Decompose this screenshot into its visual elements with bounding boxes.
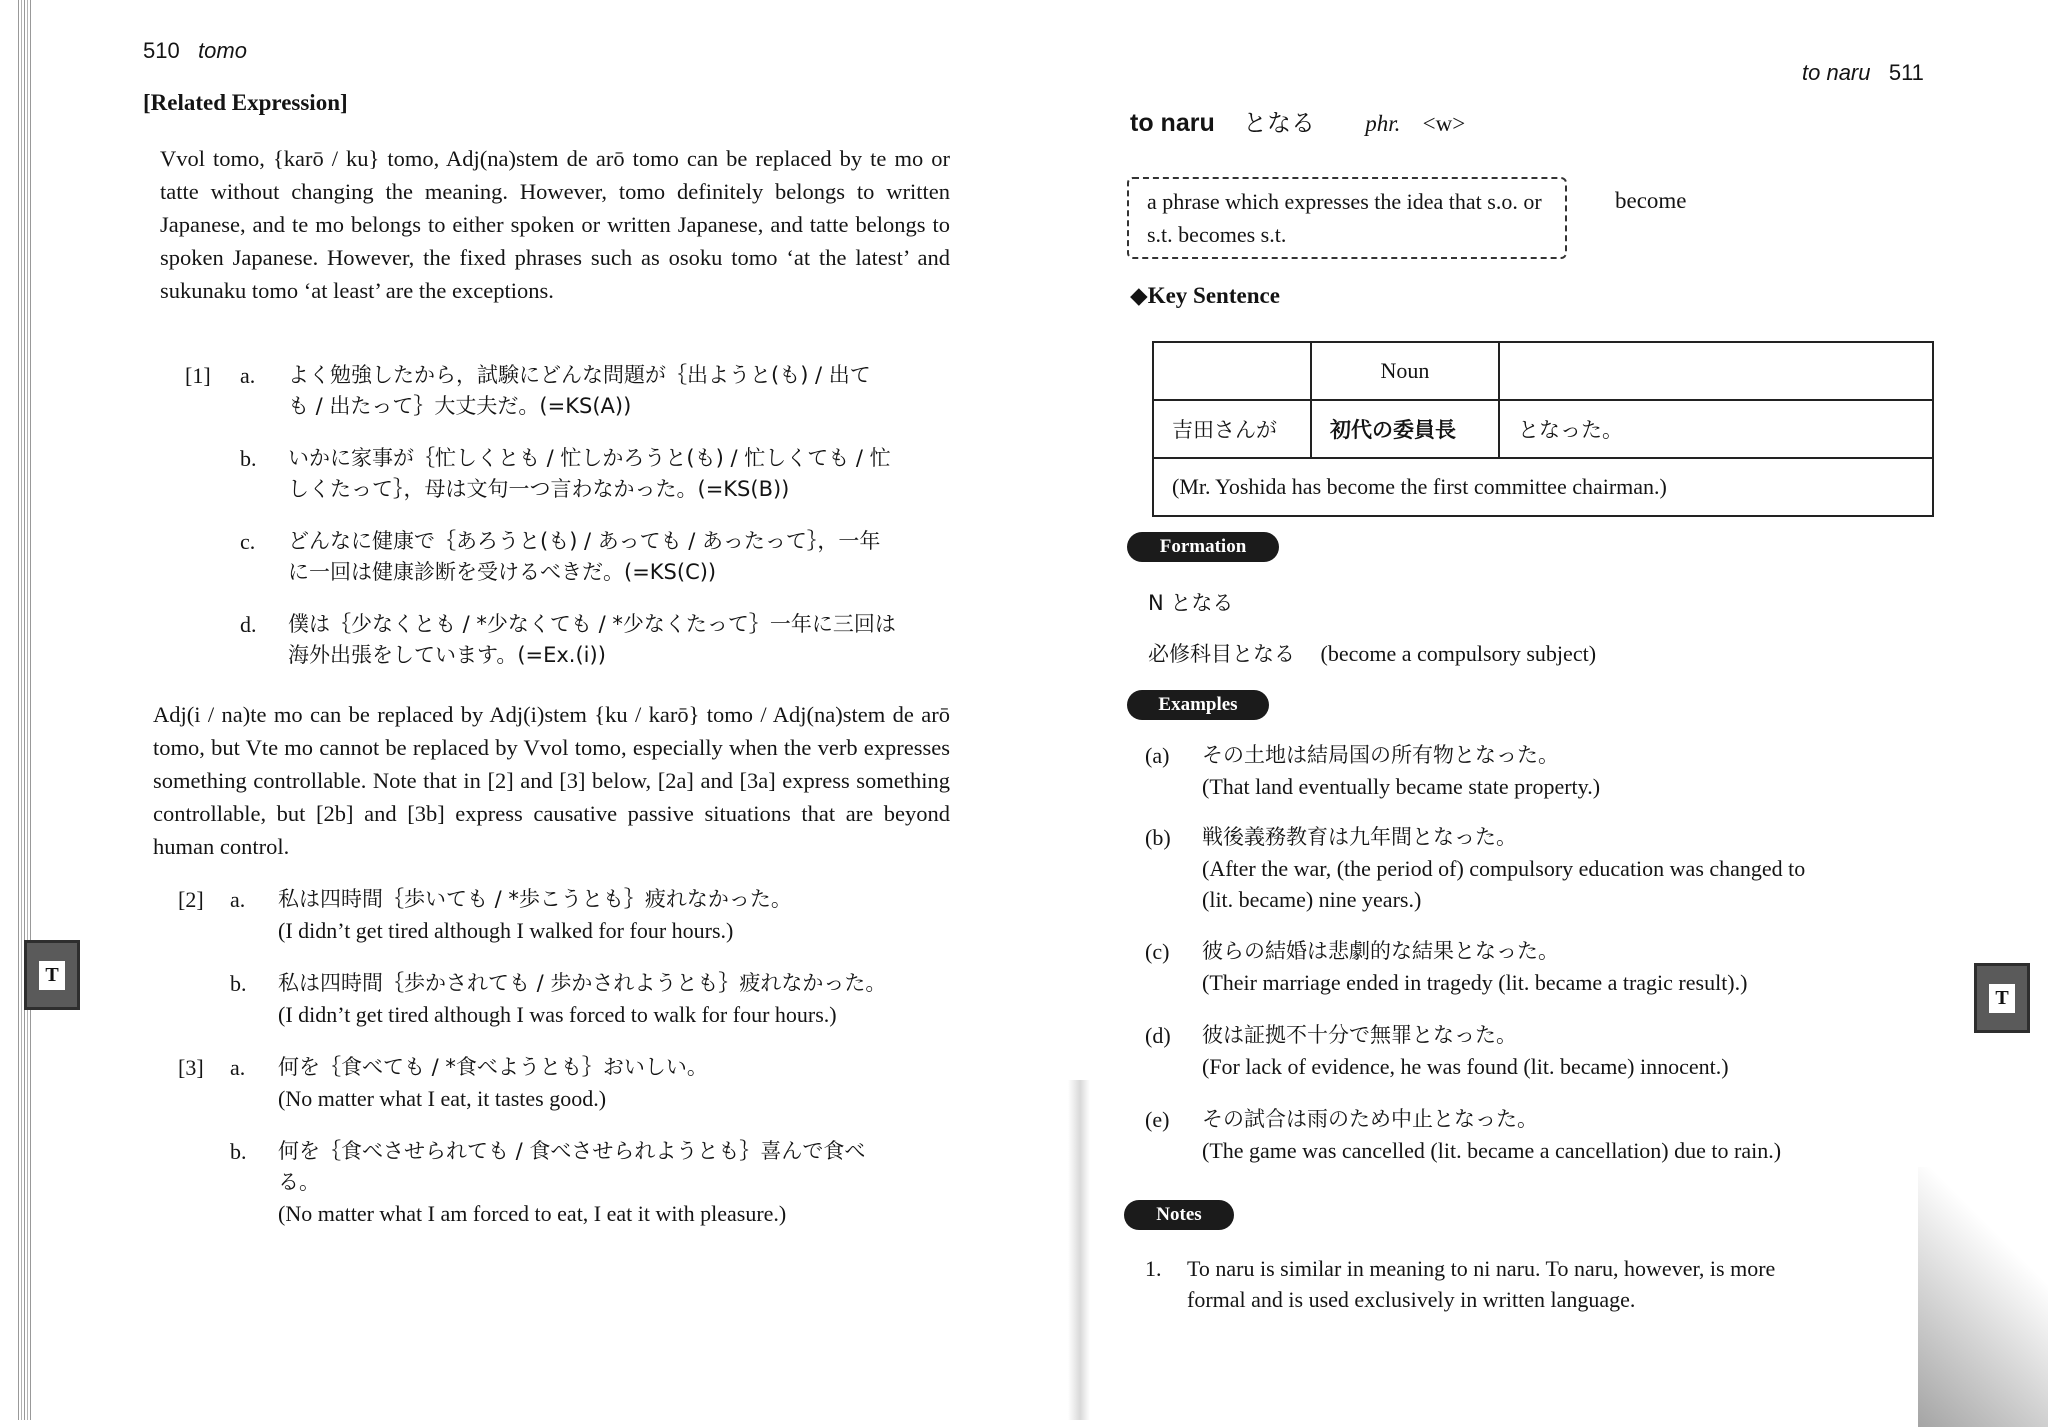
table-row	[1153, 400, 1933, 458]
related-expression-heading: [Related Expression]	[143, 90, 348, 115]
example-translation: (Their marriage ended in tragedy (lit. became a tragic result).)	[1202, 970, 1748, 995]
item-label: b.	[240, 446, 257, 471]
item-label: a.	[230, 1055, 246, 1080]
thumb-index-letter: T	[1989, 984, 2014, 1013]
notes-label: Notes	[1124, 1200, 1234, 1230]
right-page-number: 511	[1888, 60, 1924, 85]
example-jp-line: 何を｛食べさせられても / 食べさせられようとも｝喜んで食べ	[278, 1139, 866, 1163]
example-jp-line: 僕は｛少なくとも / *少なくても / *少なくたって｝一年に三回は	[288, 612, 896, 636]
table-header-cell: Noun	[1311, 342, 1499, 400]
example-jp-line: しくたって｝，母は文句一つ言わなかった。(=KS(B))	[288, 477, 790, 501]
left-running-head	[143, 38, 247, 64]
table-header-cell	[1153, 342, 1311, 400]
example-jp-line: いかに家事が｛忙しくとも / 忙しかろうと(も) / 忙しくても / 忙	[288, 446, 891, 470]
thumb-index-letter: T	[39, 961, 64, 990]
entry-headword	[1130, 103, 1465, 138]
table-header-cell	[1499, 342, 1933, 400]
example-group-1	[185, 360, 965, 670]
notes-list	[1145, 1253, 1945, 1323]
thumb-index-tab	[1974, 963, 2030, 1033]
example-label: (c)	[1145, 939, 1170, 964]
example-jp: 彼は証拠不十分で無罪となった。	[1202, 1023, 1517, 1047]
example-translation: (I didn’t get tired although I walked for four hours.)	[278, 918, 734, 943]
note-number: 1.	[1145, 1256, 1162, 1281]
note-text-line: To naru is similar in meaning to ni naru. To naru, however, is more	[1187, 1256, 1776, 1281]
table-cell: 吉田さんが	[1153, 400, 1311, 458]
table-row	[1153, 342, 1933, 400]
example-group-number: [1]	[185, 363, 211, 388]
right-running-title: to naru	[1802, 60, 1871, 85]
item-label: a.	[230, 887, 246, 912]
example-jp-line: に一回は健康診断を受けるべきだ。(=KS(C))	[288, 560, 717, 584]
example-label: (e)	[1145, 1107, 1170, 1132]
example-jp-line: 私は四時間｛歩かされても / 歩かされようとも｝疲れなかった。	[278, 971, 887, 995]
example-group-number: [3]	[178, 1055, 204, 1080]
example-group-2	[178, 884, 968, 1044]
item-label: d.	[240, 612, 257, 637]
example-label: (d)	[1145, 1023, 1171, 1048]
examples-label: Examples	[1127, 690, 1269, 720]
scan-edge-left	[18, 0, 32, 1420]
related-expression-intro: Vvol tomo, {karō / ku} tomo, Adj(na)stem de arō tomo can be replaced by te mo or tatte without changing the meaning. However, tomo definitely belongs to written Japanese, and te mo belongs to either spoken or written Japanese, and tatte belongs to spoken Japanese. However, the fixed phrases such as osoku tomo ‘at the latest’ and sukunaku tomo ‘at least’ are the exceptions.	[160, 146, 950, 303]
item-label: b.	[230, 971, 247, 996]
left-page-number: 510	[143, 38, 180, 63]
book-gutter	[1068, 1080, 1090, 1420]
example-jp: 戦後義務教育は九年間となった。	[1202, 825, 1517, 849]
definition-box: a phrase which expresses the idea that s.o. or s.t. becomes s.t.	[1127, 177, 1567, 259]
item-label: c.	[240, 529, 256, 554]
example-jp-line: 何を｛食べても / *食べようとも｝おいしい。	[278, 1055, 708, 1079]
example-jp-line: る。	[278, 1170, 320, 1194]
related-expression-note: Adj(i / na)te mo can be replaced by Adj(i)stem {ku / karō} tomo / Adj(na)stem de arō tomo, but Vte mo cannot be replaced by Vvol tomo, especially when the verb expresses something controllable. Note that in [2] and [3] below, [2a] and [3a] express something controllable, but [2b] and [3b] express causative passive situations that are beyond human control.	[153, 702, 950, 859]
left-running-title: tomo	[198, 38, 247, 63]
entry-title: to naru	[1130, 109, 1215, 137]
example-jp: 彼らの結婚は悲劇的な結果となった。	[1202, 939, 1559, 963]
example-jp-line: も / 出たって｝大丈夫だ。(=KS(A))	[288, 394, 632, 418]
item-label: b.	[230, 1139, 247, 1164]
table-translation-cell: (Mr. Yoshida has become the first committee chairman.)	[1153, 458, 1933, 516]
example-translation: (For lack of evidence, he was found (lit. became) innocent.)	[1202, 1054, 1729, 1079]
example-translation: (The game was cancelled (lit. became a cancellation) due to rain.)	[1202, 1138, 1782, 1163]
entry-part-of-speech: phr.	[1365, 111, 1401, 136]
key-sentence-table	[1152, 341, 1934, 517]
table-row	[1153, 458, 1933, 516]
example-jp-line: どんなに健康で｛あろうと(も) / あっても / あったって｝，一年	[288, 529, 881, 553]
examples-list	[1145, 740, 1945, 1180]
note-text-line: formal and is used exclusively in written language.	[1187, 1287, 1636, 1312]
example-translation: (lit. became) nine years.)	[1202, 887, 1422, 912]
right-running-head	[1802, 60, 1924, 86]
formation-label: Formation	[1127, 532, 1279, 562]
example-group-number: [2]	[178, 887, 204, 912]
example-jp-line: 私は四時間｛歩いても / *歩こうとも｝疲れなかった。	[278, 887, 792, 911]
example-label: (b)	[1145, 825, 1171, 850]
example-jp: その試合は雨のため中止となった。	[1202, 1107, 1538, 1131]
formation-pattern: N となる	[1148, 591, 1234, 615]
example-translation: (I didn’t get tired although I was forced to walk for four hours.)	[278, 1002, 837, 1027]
formation-example-en: (become a compulsory subject)	[1320, 641, 1597, 666]
table-cell: 初代の委員長	[1311, 400, 1499, 458]
key-sentence-heading: ◆Key Sentence	[1130, 283, 1280, 308]
example-translation: (No matter what I eat, it tastes good.)	[278, 1086, 607, 1111]
item-label: a.	[240, 363, 256, 388]
example-translation: (No matter what I am forced to eat, I eat it with pleasure.)	[278, 1201, 787, 1226]
thumb-index-tab	[24, 940, 80, 1010]
gloss: become	[1615, 188, 1687, 213]
table-cell: となった。	[1499, 400, 1933, 458]
example-jp: その土地は結局国の所有物となった。	[1202, 743, 1559, 767]
example-translation: (That land eventually became state property.)	[1202, 774, 1601, 799]
example-translation: (After the war, (the period of) compulsory education was changed to	[1202, 856, 1806, 881]
formation-example-jp: 必修科目となる	[1148, 642, 1295, 666]
example-jp-line: 海外出張をしています。(=Ex.(i))	[288, 643, 606, 667]
entry-register: <w>	[1422, 111, 1466, 136]
formation-example	[1148, 638, 1596, 668]
example-label: (a)	[1145, 743, 1170, 768]
example-jp-line: よく勉強したから，試験にどんな問題が｛出ようと(も) / 出て	[288, 363, 871, 387]
entry-kana: となる	[1242, 109, 1315, 137]
example-group-3	[178, 1052, 968, 1252]
